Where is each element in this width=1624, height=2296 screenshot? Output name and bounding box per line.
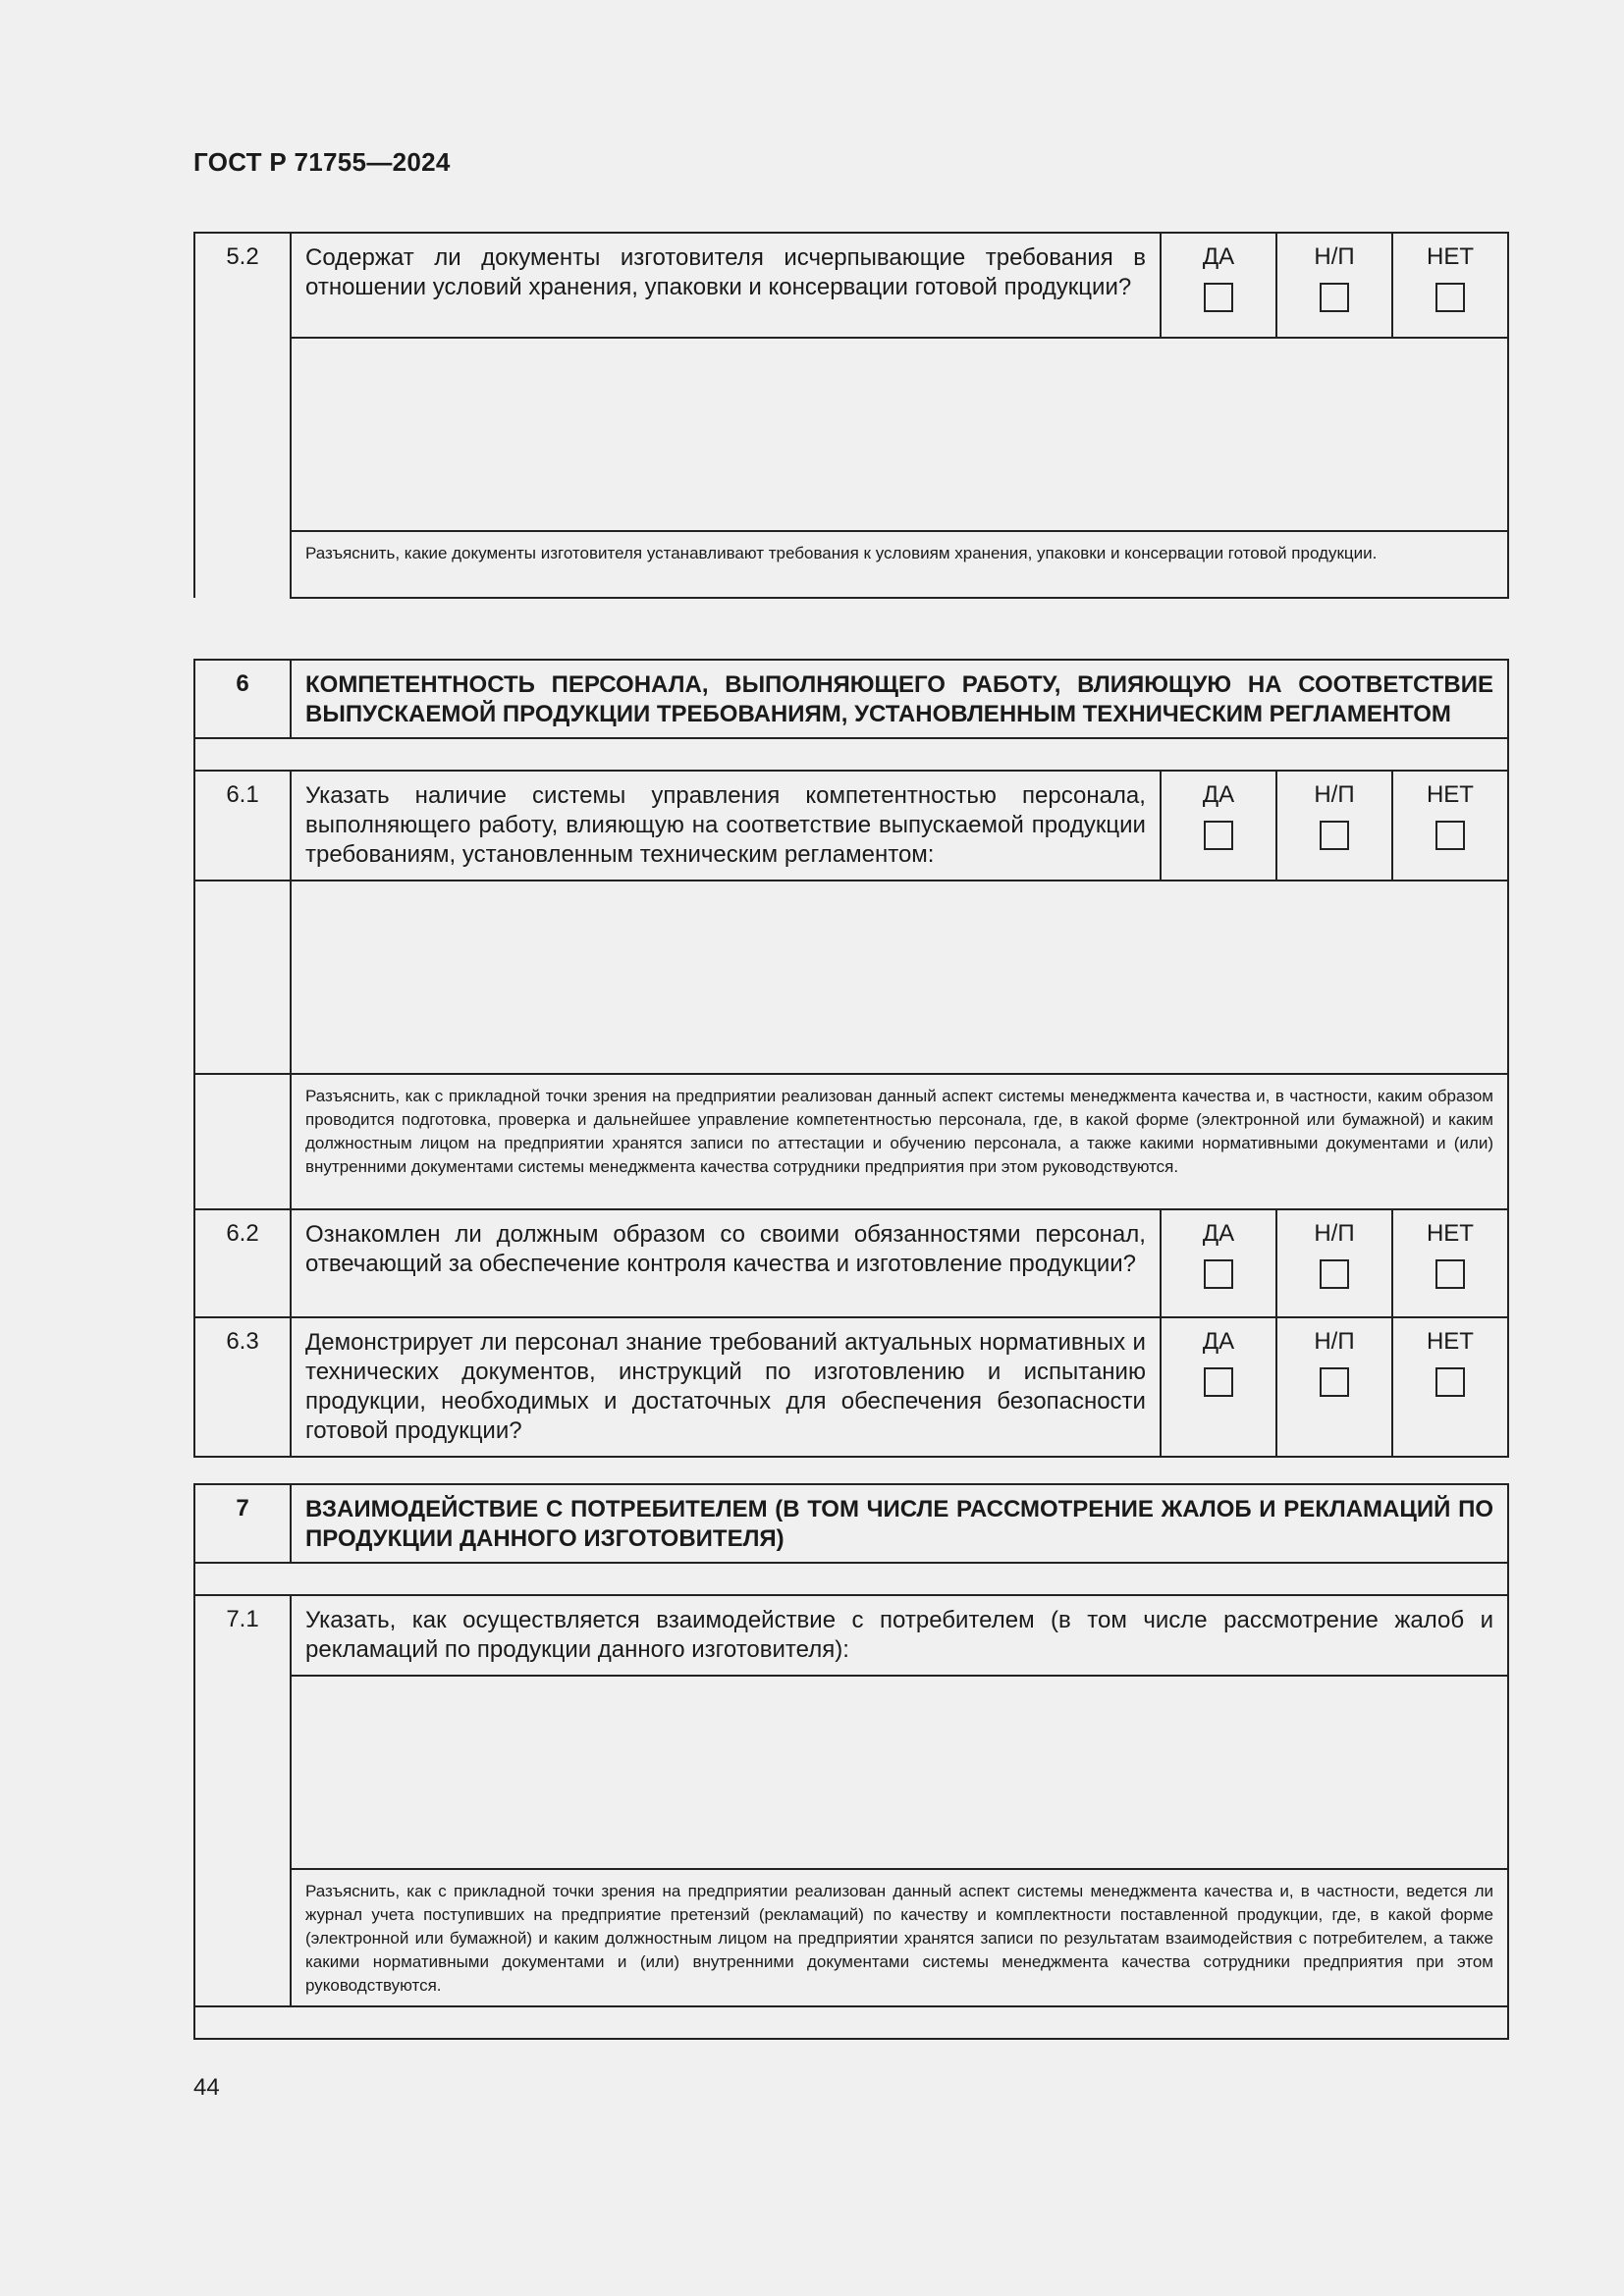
section-number: 6 (194, 660, 291, 738)
checkbox-yes-6-2[interactable] (1204, 1259, 1233, 1289)
table-section-6 (193, 659, 1509, 1458)
option-yes (1161, 1317, 1276, 1457)
item-number: 5.2 (194, 233, 291, 598)
option-na (1276, 771, 1392, 881)
option-yes (1161, 771, 1276, 881)
question-6-1: Указать наличие системы управления компетентностью персонала, выполняющего работу, влияющую на соответствие выпускаемой продукции требованиям, установленным техническим регламентом: (291, 771, 1161, 881)
checkbox-yes-6-3[interactable] (1204, 1367, 1233, 1397)
checkbox-na-6-3[interactable] (1320, 1367, 1349, 1397)
option-label: Н/П (1314, 1220, 1355, 1247)
item-number: 6.2 (194, 1209, 291, 1317)
checkbox-no-6-2[interactable] (1435, 1259, 1465, 1289)
option-label: Н/П (1314, 1328, 1355, 1355)
empty-cell (194, 881, 291, 1074)
option-no (1392, 1209, 1508, 1317)
option-na (1276, 233, 1392, 338)
item-number: 6.1 (194, 771, 291, 881)
note-6-1: Разъяснить, как с прикладной точки зрения на предприятии реализован данный аспект системы менеджмента качества и, в частности, каким образом проводится подготовка, проверка и дальнейшее управление компетентностью персонала, где, в какой форме (электронной или бумажной) и каким должностным лицом на предприятии хранятся записи по аттестации и обучению персонала, а также какими нормативными документами и (или) внутренними документами системы менеджмента качества сотрудники предприятия при этом руководствуются. (291, 1074, 1508, 1209)
option-no (1392, 233, 1508, 338)
item-number: 7.1 (194, 1595, 291, 2006)
checkbox-na-6-1[interactable] (1320, 821, 1349, 850)
option-yes (1161, 1209, 1276, 1317)
answer-area-6-1[interactable] (291, 881, 1508, 1074)
checkbox-na-6-2[interactable] (1320, 1259, 1349, 1289)
table-item-5-2 (193, 232, 1509, 599)
option-label: Н/П (1314, 781, 1355, 808)
answer-area-5-2[interactable] (291, 338, 1508, 531)
option-label: Н/П (1314, 243, 1355, 270)
option-label: НЕТ (1426, 1220, 1474, 1247)
question-7-1: Указать, как осуществляется взаимодействие с потребителем (в том числе рассмотрение жалоб и рекламаций по продукции данного изготовителя): (291, 1595, 1508, 1676)
section-title: КОМПЕТЕНТНОСТЬ ПЕРСОНАЛА, ВЫПОЛНЯЮЩЕГО РАБОТУ, ВЛИЯЮЩУЮ НА СООТВЕТСТВИЕ ВЫПУСКАЕМОЙ ПРОДУКЦИИ ТРЕБОВАНИЯМ, УСТАНОВЛЕННЫМ ТЕХНИЧЕСКИМ РЕГЛАМЕНТОМ (291, 660, 1508, 738)
spacer-row (194, 2006, 1508, 2039)
option-label: НЕТ (1426, 1328, 1474, 1355)
checkbox-no-6-1[interactable] (1435, 821, 1465, 850)
option-na (1276, 1317, 1392, 1457)
option-label: НЕТ (1427, 243, 1474, 270)
note-5-2: Разъяснить, какие документы изготовителя устанавливают требования к условиям хранения, упаковки и консервации готовой продукции. (291, 531, 1508, 598)
item-number: 6.3 (194, 1317, 291, 1457)
section-title: ВЗАИМОДЕЙСТВИЕ С ПОТРЕБИТЕЛЕМ (В ТОМ ЧИСЛЕ РАССМОТРЕНИЕ ЖАЛОБ И РЕКЛАМАЦИЙ ПО ПРОДУКЦИИ ДАННОГО ИЗГОТОВИТЕЛЯ) (291, 1484, 1508, 1563)
checkbox-yes-6-1[interactable] (1204, 821, 1233, 850)
checkbox-no-5-2[interactable] (1435, 283, 1465, 312)
option-no (1392, 1317, 1508, 1457)
spacer-row (194, 1563, 1508, 1595)
section-number: 7 (194, 1484, 291, 1563)
option-label: НЕТ (1426, 781, 1474, 808)
option-yes (1161, 233, 1276, 338)
checkbox-yes-5-2[interactable] (1204, 283, 1233, 312)
option-label: ДА (1202, 1328, 1235, 1355)
table-section-7 (193, 1483, 1509, 2040)
option-label: ДА (1202, 781, 1235, 808)
option-label: ДА (1202, 1220, 1235, 1247)
option-no (1392, 771, 1508, 881)
checkbox-no-6-3[interactable] (1435, 1367, 1465, 1397)
option-na (1276, 1209, 1392, 1317)
empty-cell (194, 1074, 291, 1209)
option-label: ДА (1202, 243, 1235, 270)
checkbox-na-5-2[interactable] (1320, 283, 1349, 312)
question-6-3: Демонстрирует ли персонал знание требований актуальных нормативных и технических документов, инструкций по изготовлению и испытанию продукции, необходимых и достаточных для обеспечения безопасности готовой продукции? (291, 1317, 1161, 1457)
answer-area-7-1[interactable] (291, 1676, 1508, 1869)
question-6-2: Ознакомлен ли должным образом со своими обязанностями персонал, отвечающий за обеспечение контроля качества и изготовление продукции? (291, 1209, 1161, 1317)
spacer-row (194, 738, 1508, 771)
note-7-1: Разъяснить, как с прикладной точки зрения на предприятии реализован данный аспект системы менеджмента качества и, в частности, ведется ли журнал учета поступивших на предприятие претензий (рекламаций) по качеству и комплектности поставленной продукции, где, в какой форме (электронной или бумажной) и каким должностным лицом на предприятии хранятся записи по результатам взаимодействия с потребителем, а также какими нормативными документами и (или) внутренними документами системы менеджмента качества сотрудники предприятия при этом руководствуются. (291, 1869, 1508, 2006)
document-header: ГОСТ Р 71755—2024 (193, 147, 451, 177)
page-number: 44 (193, 2074, 220, 2101)
question-5-2: Содержат ли документы изготовителя исчерпывающие требования в отношении условий хранения, упаковки и консервации готовой продукции? (291, 233, 1161, 338)
